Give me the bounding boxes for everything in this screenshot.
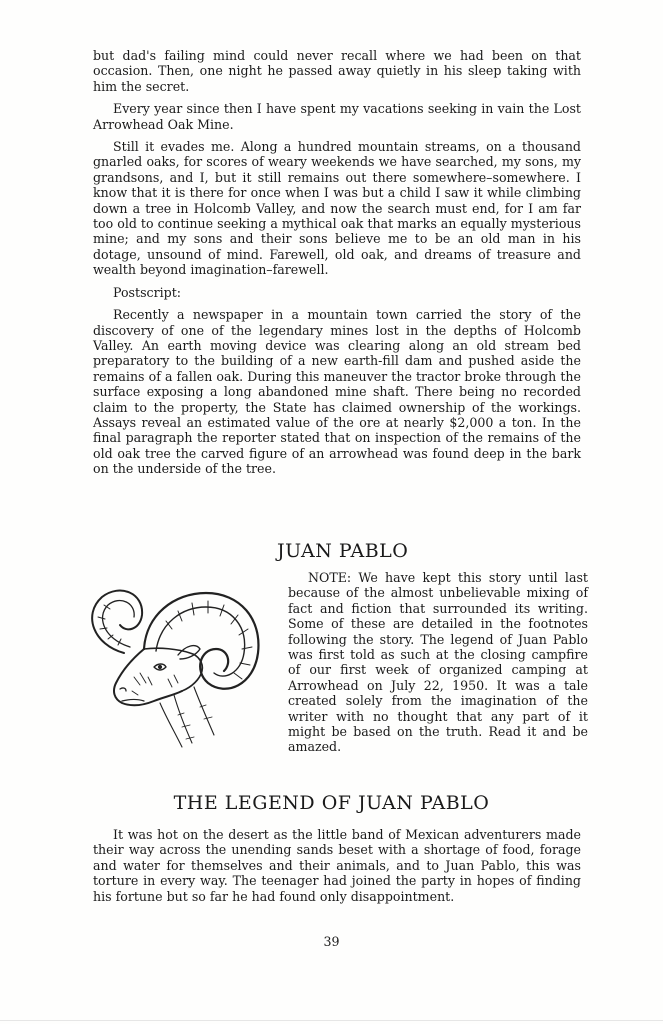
story-title: THE LEGEND OF JUAN PABLO — [173, 792, 490, 814]
postscript-label: Postscript: — [113, 284, 181, 300]
page-number: 39 — [323, 934, 340, 949]
story-continuation — [93, 48, 581, 484]
paragraph: Every year since then I have spent my vacations seeking in vain the Lost Arrowhead Oak Mine. — [93, 101, 581, 132]
editor-note — [288, 570, 588, 755]
story-opening — [93, 827, 581, 911]
paragraph: Recently a newspaper in a mountain town carried the story of the discovery of one of the legendary mines lost in the depths of Holcomb Valley. An earth moving device was clearing along an old stream bed preparatory to the building of a new earth-fill dam and pushed aside the remains of a fallen oak. During this maneuver the tractor broke through the surface exposing a long abandoned mine shaft. There being no recorded claim to the property, the State has claimed ownership of the workings. Assays reveal an estimated value of the ore at nearly $2,000 a ton. In the final paragraph the reporter stated that on inspection of the remains of the old oak tree the carved figure of an arrowhead was found deep in the bark on the underside of the tree. — [93, 307, 581, 477]
paragraph: but dad's failing mind could never recall where we had been on that occasion. Then, one night he passed away quietly in his sleep taking with him the secret. — [93, 48, 581, 94]
paragraph: It was hot on the desert as the little band of Mexican adventurers made their way across the unending sands beset with a shortage of food, forage and water for themselves and their animals, and to Juan Pablo, this was torture in every way. The teenager had joined the party in hopes of finding his fortune but so far he had found only disappointment. — [93, 827, 581, 904]
note-paragraph: NOTE: We have kept this story until last because of the almost unbelievable mixing of fact and fiction that surrounded its writing. Some of these are detailed in the footnotes following the story. The legend of Juan Pablo was first told as such at the closing campfire of our first week of organized camping at Arrowhead on July 22, 1950. It was a tale created solely from the imagination of the writer with no thought that any part of it might be based on the truth. Read it and be amazed. — [288, 570, 588, 755]
bighorn-ram-head-icon — [74, 575, 274, 765]
paragraph: Still it evades me. Along a hundred mountain streams, on a thousand gnarled oaks, for scores of weary weekends we have searched, my sons, my grandsons, and I, but it still remains out there somewhere–somewhere. I know that it is there for once when I was but a child I saw it while climbing down a tree in Holcomb Valley, and now the search must end, for I am far too old to continue seeking a mythical oak that marks an equally mysterious mine; and my sons and their sons believe me to be an old man in his dotage, unsound of mind. Farewell, old oak, and dreams of treasure and wealth beyond imagination–farewell. — [93, 139, 581, 278]
section-title: JUAN PABLO — [277, 540, 409, 562]
page-edge — [0, 1020, 663, 1021]
